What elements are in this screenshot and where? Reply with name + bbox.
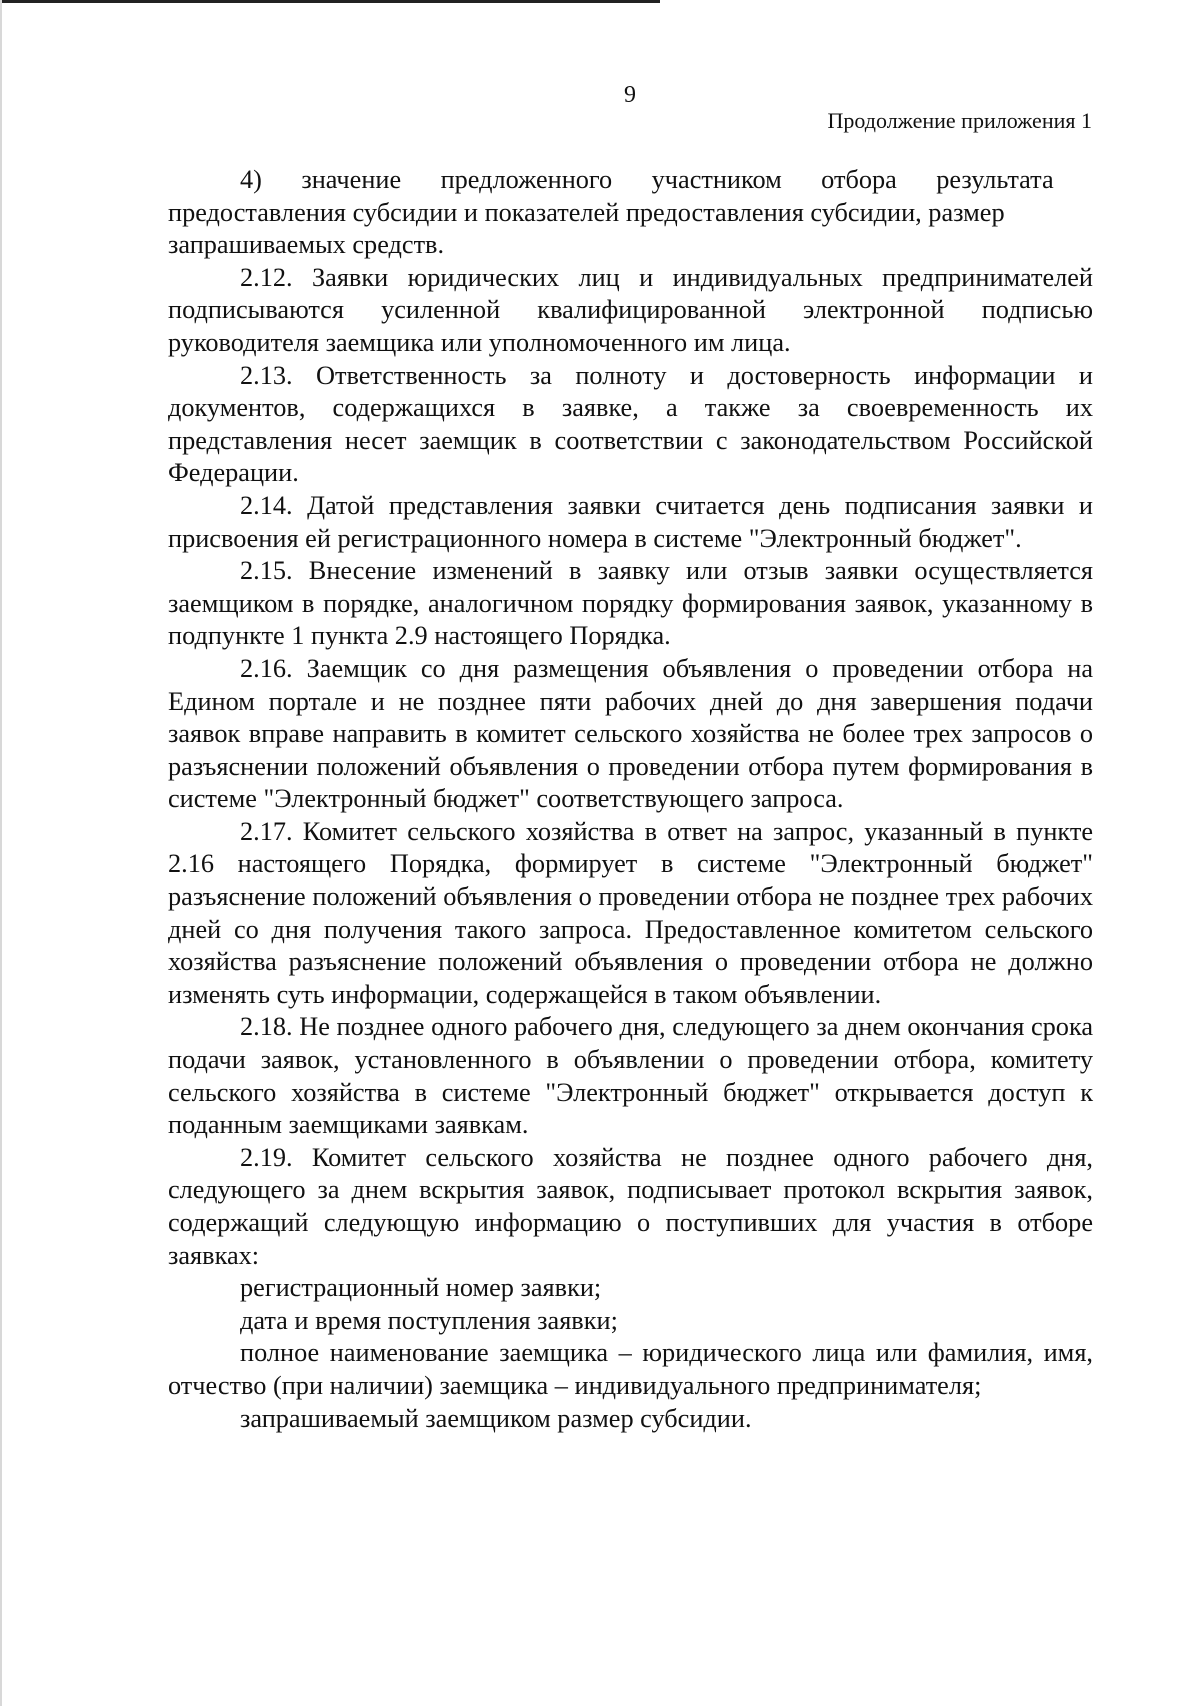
paragraph-2-12: 2.12. Заявки юридических лиц и индивидуальных предпринимателей подписываются усиленной квалифицированной электронной подписью руководителя заемщика или уполномоченного им лица. [168, 262, 1093, 357]
paragraph-2-19: 2.19. Комитет сельского хозяйства не позднее одного рабочего дня, следующего за днем вскрытия заявок, подписывает протокол вскрытия заявок, содержащий следующую информацию о поступивших для участия в отборе заявках: [168, 1142, 1093, 1270]
paragraph-2-13: 2.13. Ответственность за полноту и достоверность информации и документов, содержащихся в заявке, а также за своевременность их представления несет заемщик в соответствии с законодательством Российской Федерации. [168, 360, 1093, 488]
list-item: регистрационный номер заявки; [240, 1273, 602, 1303]
paragraph-2-18: 2.18. Не позднее одного рабочего дня, следующего за днем окончания срока подачи заявок, установленного в объявлении о проведении отбора, комитету сельского хозяйства в системе "Электронный бюджет" открывается доступ к поданным заемщиками заявкам. [168, 1012, 1093, 1140]
document-body [168, 164, 1093, 1435]
paragraph-2-17: 2.17. Комитет сельского хозяйства в ответ на запрос, указанный в пункте 2.16 настоящего Порядка, формирует в системе "Электронный бюджет" разъяснение положений объявления о проведении отбора не позднее трех рабочих дней со дня получения такого запроса. Предоставленное комитетом сельского хозяйства разъяснение положений объявления о проведении отбора не должно изменять суть информации, содержащейся в таком объявлении. [168, 816, 1093, 1009]
page-number: 9 [624, 82, 636, 108]
paragraph-item-4 [168, 164, 1093, 262]
paragraph-line: запрашиваемых средств. [168, 230, 445, 260]
paragraph-line: 4) значение предложенного участником отбора результата [240, 165, 1054, 194]
paragraph-2-14: 2.14. Датой представления заявки считается день подписания заявки и присвоения ей регистрационного номера в системе "Электронный бюджет". [168, 490, 1093, 553]
appendix-note: Продолжение приложения 1 [827, 108, 1092, 133]
paragraph-2-16: 2.16. Заемщик со дня размещения объявления о проведении отбора на Едином портале и не позднее пяти рабочих дней до дня завершения подачи заявок вправе направить в комитет сельского хозяйства не более трех запросов о разъяснении положений объявления о проведении отбора путем формирования в системе "Электронный бюджет" соответствующего запроса. [168, 653, 1093, 814]
list-item: запрашиваемый заемщиком размер субсидии. [240, 1403, 752, 1433]
list-item: дата и время поступления заявки; [240, 1305, 618, 1335]
list-item: полное наименование заемщика – юридического лица или фамилия, имя, отчество (при наличии) заемщика – индивидуального предпринимателя; [168, 1338, 1093, 1400]
scan-edge-top [0, 0, 660, 3]
scan-edge-left [0, 0, 2, 1706]
paragraph-line: предоставления субсидии и показателей предоставления субсидии, размер [168, 197, 1005, 227]
paragraph-2-15: 2.15. Внесение изменений в заявку или отзыв заявки осуществляется заемщиком в порядке, аналогичном порядку формирования заявок, указанному в подпункте 1 пункта 2.9 настоящего Порядка. [168, 556, 1093, 651]
